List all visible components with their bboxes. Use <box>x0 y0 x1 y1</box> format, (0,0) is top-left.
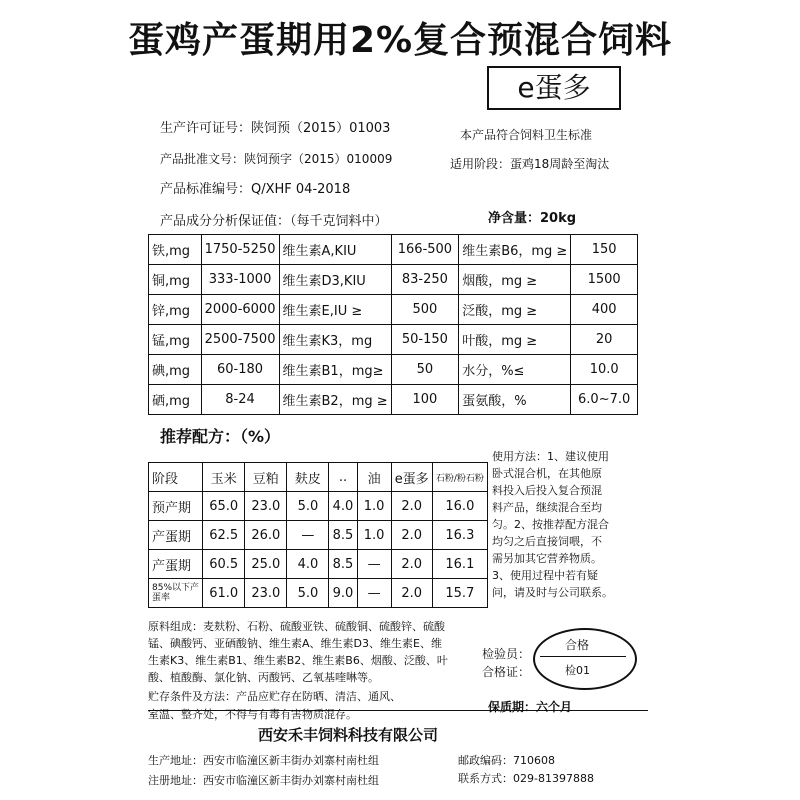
approval-number: 产品批准文号：陕饲预字（2015）010009 <box>160 152 393 166</box>
recipe-cell: 4.0 <box>329 492 357 521</box>
spec-cell: 硒,mg <box>149 385 202 415</box>
net-weight: 净含量：20kg <box>488 211 577 226</box>
spec-cell: 50 <box>391 355 459 385</box>
spec-cell: 500 <box>391 295 459 325</box>
spec-row <box>149 295 638 325</box>
recipe-row <box>149 492 488 521</box>
spec-cell: 泛酸，mg ≥ <box>459 295 571 325</box>
spec-cell: 8-24 <box>201 385 279 415</box>
qualified-text: 合格 <box>565 638 590 652</box>
recipe-header-cell: 石粉/粉石粉 <box>432 463 487 492</box>
recipe-cell: 23.0 <box>245 492 287 521</box>
spec-cell: 铜,mg <box>149 265 202 295</box>
recipe-row <box>149 521 488 550</box>
spec-row <box>149 355 638 385</box>
spec-cell: 烟酸，mg ≥ <box>459 265 571 295</box>
usage-line: 匀。2、按推荐配方混合 <box>492 518 609 531</box>
recipe-cell: 1.0 <box>357 521 391 550</box>
recipe-header-cell: 麸皮 <box>287 463 329 492</box>
ingredients-line: 原料组成：麦麸粉、石粉、硫酸亚铁、硫酸铜、硫酸锌、硫酸 <box>148 620 445 633</box>
recipe-cell: 26.0 <box>245 521 287 550</box>
spec-cell: 维生素A,KIU <box>279 235 391 265</box>
usage-line: 卧式混合机，在其他原 <box>492 467 602 480</box>
recipe-cell: 25.0 <box>245 550 287 579</box>
recipe-row <box>149 579 488 608</box>
recipe-cell: 23.0 <box>245 579 287 608</box>
recipe-table <box>148 462 488 608</box>
recipe-header-cell: e蛋多 <box>391 463 432 492</box>
recipe-row <box>149 550 488 579</box>
guarantee-label: 产品成分分析保证值：（每千克饲料中） <box>160 214 388 229</box>
spec-row <box>149 265 638 295</box>
company-name: 西安禾丰饲料科技有限公司 <box>258 726 439 744</box>
recipe-header-cell: 油 <box>357 463 391 492</box>
spec-cell: 50-150 <box>391 325 459 355</box>
storage-line: 室温、整齐处，不得与有毒有害物质混存。 <box>148 708 357 721</box>
stamp-divider <box>540 656 626 657</box>
recipe-cell: 62.5 <box>203 521 245 550</box>
recipe-cell: 16.3 <box>432 521 487 550</box>
recipe-cell: 65.0 <box>203 492 245 521</box>
spec-row <box>149 385 638 415</box>
spec-cell: 100 <box>391 385 459 415</box>
recipe-cell: 85%以下产蛋率 <box>149 579 203 608</box>
brand-logo-box: e蛋多 <box>487 66 621 110</box>
hygiene-statement: 本产品符合饲料卫生标准 <box>460 128 593 142</box>
storage-line: 贮存条件及方法：产品应贮存在防晒、清洁、通风、 <box>148 690 401 703</box>
recipe-cell: 61.0 <box>203 579 245 608</box>
spec-cell: 150 <box>571 235 638 265</box>
recipe-header-cell: 玉米 <box>203 463 245 492</box>
certificate-label: 合格证： <box>482 665 531 679</box>
spec-cell: 83-250 <box>391 265 459 295</box>
standard-number: 产品标准编号：Q/XHF 04-2018 <box>160 182 351 197</box>
spec-cell: 20 <box>571 325 638 355</box>
usage-instructions <box>492 448 613 601</box>
spec-cell: 蛋氨酸，% <box>459 385 571 415</box>
ingredients-line: 酸、植酸酶、氯化钠、丙酸钙、乙氧基喹啉等。 <box>148 671 379 684</box>
recipe-cell: — <box>357 579 391 608</box>
recipe-header-cell: 阶段 <box>149 463 203 492</box>
recipe-cell: 产蛋期 <box>149 521 203 550</box>
recipe-cell: 2.0 <box>391 492 432 521</box>
recipe-header-cell: .. <box>329 463 357 492</box>
recipe-cell: 1.0 <box>357 492 391 521</box>
ingredients-list <box>148 618 448 686</box>
ingredients-line: 生素K3、维生素B1、维生素B2、维生素B6、烟酸、泛酸、叶 <box>148 654 448 667</box>
spec-table <box>148 234 638 415</box>
license-number: 生产许可证号：陕饲预（2015）01003 <box>160 121 391 136</box>
recipe-cell: 9.0 <box>329 579 357 608</box>
recipe-cell: 2.0 <box>391 579 432 608</box>
spec-cell: 400 <box>571 295 638 325</box>
spec-cell: 1750-5250 <box>201 235 279 265</box>
product-title: 蛋鸡产蛋期用2%复合预混合饲料 <box>127 20 673 61</box>
footer-divider <box>148 710 648 711</box>
spec-row <box>149 325 638 355</box>
spec-cell: 333-1000 <box>201 265 279 295</box>
shelf-life: 保质期：六个月 <box>488 700 573 714</box>
contact-phone: 联系方式：029-81397888 <box>458 772 594 785</box>
usage-line: 使用方法：1、建议使用 <box>492 450 609 463</box>
spec-cell: 6.0~7.0 <box>571 385 638 415</box>
recipe-cell: 4.0 <box>287 550 329 579</box>
usage-line: 问，请及时与公司联系。 <box>492 586 613 599</box>
spec-cell: 水分，%≤ <box>459 355 571 385</box>
spec-cell: 1500 <box>571 265 638 295</box>
spec-cell: 10.0 <box>571 355 638 385</box>
spec-cell: 锌,mg <box>149 295 202 325</box>
recipe-cell: — <box>287 521 329 550</box>
recipe-cell: 2.0 <box>391 521 432 550</box>
spec-cell: 碘,mg <box>149 355 202 385</box>
recipe-cell: 16.1 <box>432 550 487 579</box>
spec-cell: 铁,mg <box>149 235 202 265</box>
spec-row <box>149 235 638 265</box>
recipe-header-cell: 豆粕 <box>245 463 287 492</box>
spec-cell: 维生素D3,KIU <box>279 265 391 295</box>
production-address: 生产地址：西安市临潼区新丰街办刘寨村南杜组 <box>148 754 379 767</box>
recipe-cell: 2.0 <box>391 550 432 579</box>
spec-cell: 166-500 <box>391 235 459 265</box>
spec-cell: 2000-6000 <box>201 295 279 325</box>
recipe-cell: 15.7 <box>432 579 487 608</box>
recipe-cell: 5.0 <box>287 579 329 608</box>
recipe-title: 推荐配方：（%） <box>160 427 281 446</box>
storage-conditions <box>148 688 401 724</box>
applicable-stage: 适用阶段：蛋鸡18周龄至淘汰 <box>450 157 610 171</box>
spec-cell: 锰,mg <box>149 325 202 355</box>
postal-code: 邮政编码：710608 <box>458 754 555 767</box>
spec-cell: 维生素B2，mg ≥ <box>279 385 391 415</box>
spec-cell: 2500-7500 <box>201 325 279 355</box>
recipe-cell: 8.5 <box>329 550 357 579</box>
usage-line: 3、使用过程中若有疑 <box>492 569 598 582</box>
inspector-code: 检01 <box>565 664 590 677</box>
usage-line: 料产品，继续混合至均 <box>492 501 602 514</box>
spec-cell: 叶酸，mg ≥ <box>459 325 571 355</box>
inspector-label: 检验员： <box>482 647 531 661</box>
spec-cell: 维生素E,IU ≥ <box>279 295 391 325</box>
recipe-cell: 16.0 <box>432 492 487 521</box>
recipe-cell: 产蛋期 <box>149 550 203 579</box>
spec-cell: 维生素B1，mg≥ <box>279 355 391 385</box>
spec-cell: 维生素K3，mg <box>279 325 391 355</box>
recipe-cell: 60.5 <box>203 550 245 579</box>
spec-cell: 60-180 <box>201 355 279 385</box>
usage-line: 需另加其它营养物质。 <box>492 552 602 565</box>
recipe-cell: 预产期 <box>149 492 203 521</box>
ingredients-line: 锰、碘酸钙、亚硒酸钠、维生素A、维生素D3、维生素E、维 <box>148 637 442 650</box>
spec-cell: 维生素B6，mg ≥ <box>459 235 571 265</box>
recipe-cell: — <box>357 550 391 579</box>
recipe-cell: 5.0 <box>287 492 329 521</box>
recipe-cell: 8.5 <box>329 521 357 550</box>
registered-address: 注册地址：西安市临潼区新丰街办刘寨村南杜组 <box>148 774 379 787</box>
usage-line: 均匀之后直接饲喂，不 <box>492 535 602 548</box>
usage-line: 料投入后投入复合预混 <box>492 484 602 497</box>
